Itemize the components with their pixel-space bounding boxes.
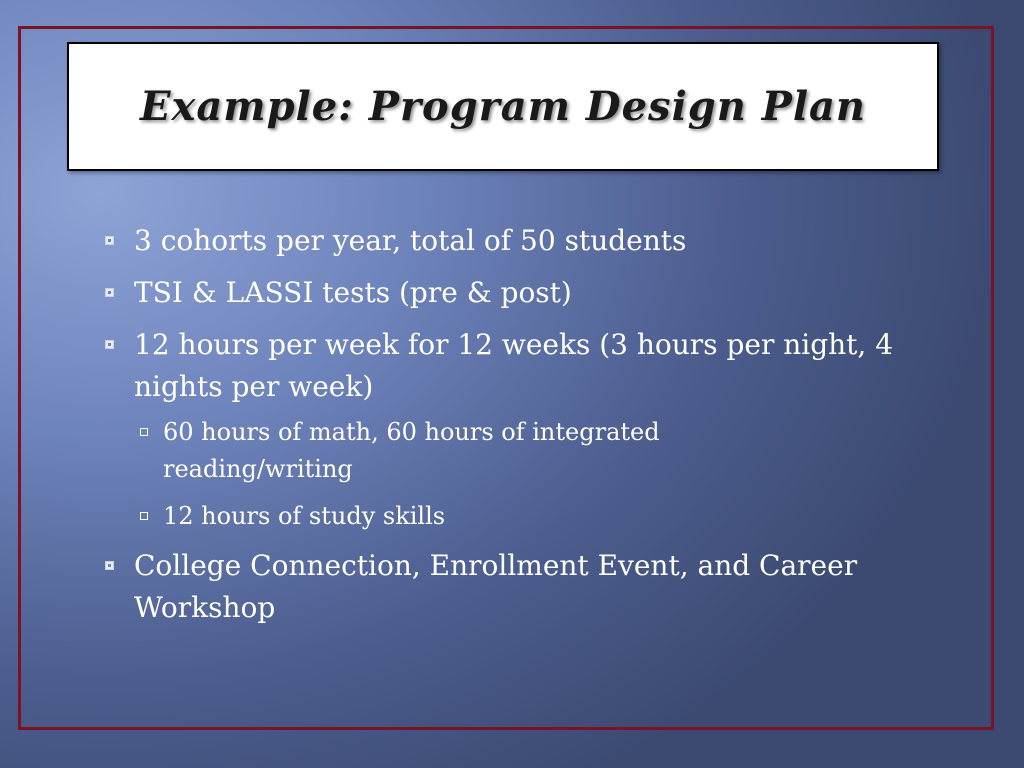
sub-bullet-text: 60 hours of math, 60 hours of integrated reading/writing — [163, 418, 660, 483]
square-bullet-icon — [105, 340, 114, 349]
bullet-text: TSI & LASSI tests (pre & post) — [134, 276, 572, 309]
bullet-text: 12 hours per week for 12 weeks (3 hours per night, 4 nights per week) — [134, 328, 894, 403]
square-bullet-icon — [105, 288, 114, 297]
square-bullet-icon — [105, 236, 114, 245]
bullet-list — [105, 220, 975, 639]
sub-bullet-list — [134, 414, 975, 535]
bullet-item — [105, 324, 975, 535]
sub-bullet-text: 12 hours of study skills — [163, 502, 446, 530]
bullet-item — [105, 272, 975, 314]
bullet-text: College Connection, Enrollment Event, and Career Workshop — [134, 549, 858, 624]
square-bullet-icon — [105, 561, 114, 570]
sub-bullet-item — [134, 414, 783, 488]
bullet-item — [105, 220, 975, 262]
title-box — [67, 42, 939, 171]
hollow-square-bullet-icon — [140, 428, 148, 436]
slide-title: Example: Program Design Plan — [139, 83, 867, 130]
bullet-item — [105, 545, 975, 629]
hollow-square-bullet-icon — [140, 512, 148, 520]
bullet-text: 3 cohorts per year, total of 50 students — [134, 224, 687, 257]
sub-bullet-item — [134, 498, 975, 535]
